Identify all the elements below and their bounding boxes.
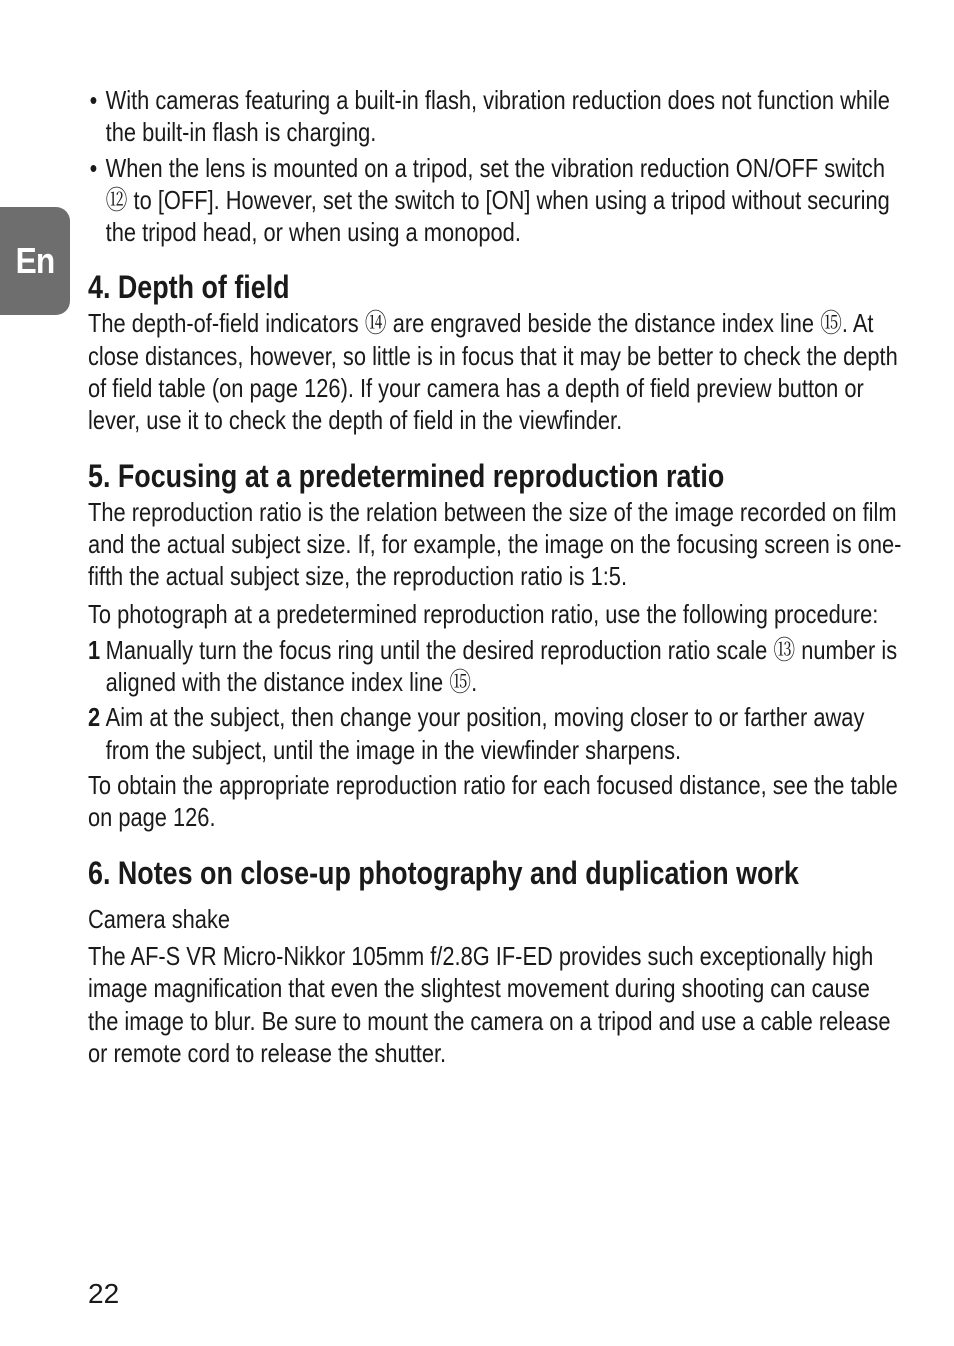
section-close-up-notes (88, 854, 903, 1069)
procedure-steps (88, 634, 903, 766)
section-depth-of-field (88, 268, 903, 436)
page-number: 22 (88, 1278, 120, 1309)
paragraph: The depth-of-field indicators ⑭ are engraved beside the distance index line ⑮. At close distances, however, so little is in focus that it may be better to check the depth of field table (on page 126). If your camera has a depth of field preview button or lever, use it to check the depth of field in the viewfinder. (88, 308, 898, 436)
subheading: Camera shake (88, 903, 231, 934)
section-reproduction-ratio (88, 457, 903, 834)
paragraph: The AF-S VR Micro-Nikkor 105mm f/2.8G IF-ED provides such exceptionally high image magnification that even the slightest movement during shooting can cause the image to blur. Be sure to mount the camera on a tripod and use a cable release or remote cord to release the shutter. (88, 940, 891, 1068)
intro-bullet-list (88, 84, 903, 248)
language-tab-label: En (15, 240, 55, 281)
step-item (88, 701, 903, 766)
step-number: 2 (88, 702, 101, 733)
language-tab (0, 207, 70, 315)
section-heading: 5. Focusing at a predetermined reproduction ratio (88, 457, 725, 494)
paragraph: The reproduction ratio is the relation between the size of the image recorded on film and the actual subject size. If, for example, the image on the focusing screen is one-fifth the actual subject size, the reproduction ratio is 1:5. (88, 496, 902, 592)
step-text: Aim at the subject, then change your position, moving closer to or farther away from the subject, until the image in the viewfinder sharpens. (105, 702, 865, 765)
text-column (88, 84, 903, 1069)
section-heading: 6. Notes on close-up photography and duplication work (88, 854, 799, 891)
step-item (88, 634, 903, 699)
step-text: Manually turn the focus ring until the desired reproduction ratio scale ⑬ number is aligned with the distance index line ⑮. (105, 634, 898, 698)
page-content (88, 84, 903, 1069)
section-heading: 4. Depth of field (88, 269, 290, 306)
paragraph: To obtain the appropriate reproduction ratio for each focused distance, see the table on page 126. (88, 770, 898, 833)
step-number: 1 (88, 634, 101, 665)
bullet-item: • When the lens is mounted on a tripod, set the vibration reduction ON/OFF switch ⑫ to [OFF]. However, set the switch to [ON] when using a tripod without securing the tripod head, or when using a monopod. (88, 152, 903, 249)
bullet-item: • With cameras featuring a built-in flash, vibration reduction does not function while the built-in flash is charging. (88, 84, 903, 149)
paragraph: To photograph at a predetermined reproduction ratio, use the following procedure: (88, 598, 879, 629)
